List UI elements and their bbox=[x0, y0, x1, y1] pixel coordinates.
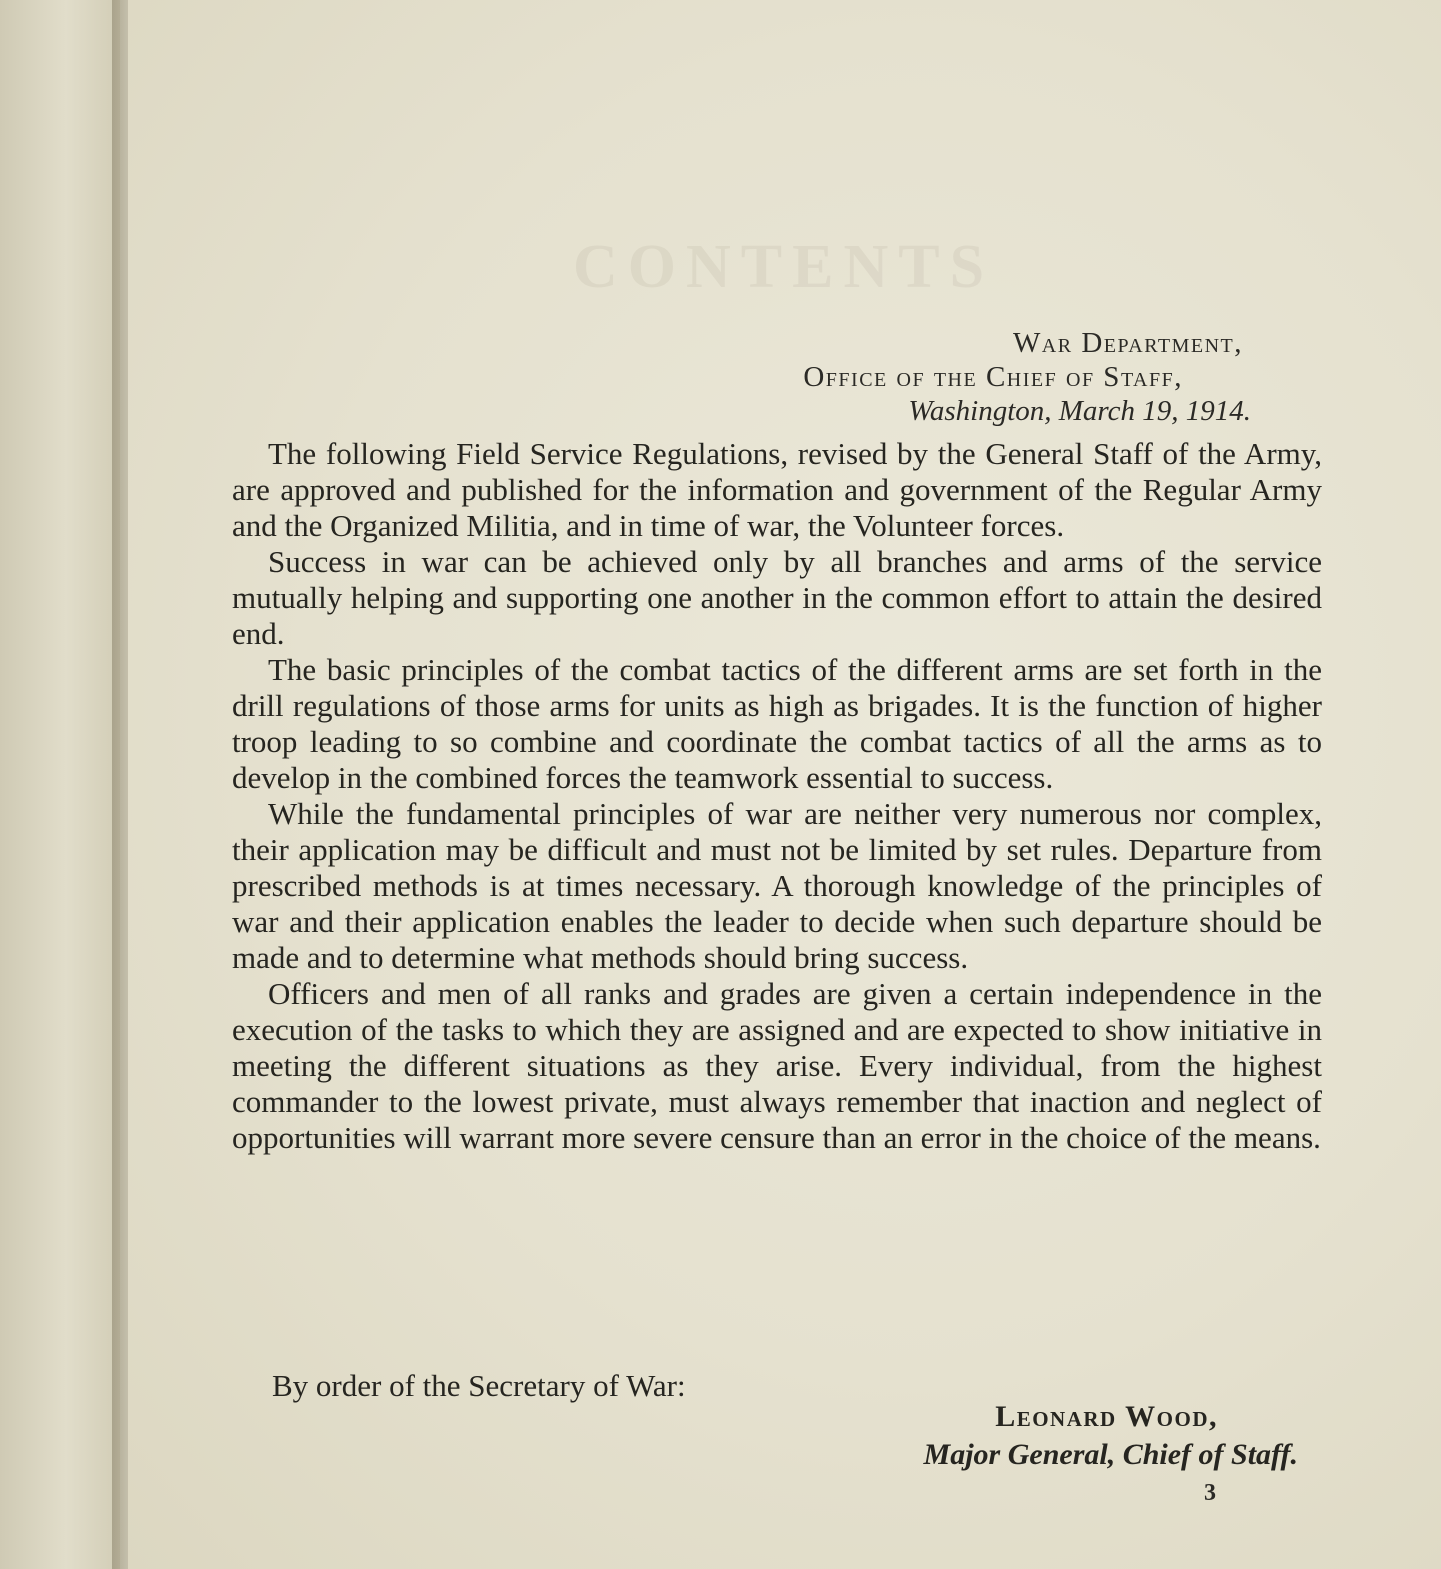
book-page bbox=[128, 0, 1441, 1569]
letter-header bbox=[128, 326, 1251, 428]
closing-line: By order of the Secretary of War: bbox=[272, 1368, 686, 1403]
page-number: 3 bbox=[1204, 1480, 1216, 1506]
signature-block bbox=[128, 1398, 1298, 1474]
paragraph-4: While the fundamental principles of war are neither very numerous nor complex, their application may be difficult and must not be limited by set rules. Departure from prescribed methods is at times necessary. A thorough knowledge of the principles of war and their application enables the leader to decide when such departure should be made and to determine what methods should bring success. bbox=[232, 796, 1322, 975]
paragraph-1: The following Field Service Regulations, revised by the General Staff of the Army, are approved and published for the information and government of the Regular Army and the Organized Militia, and in time of war, the Volunteer forces. bbox=[232, 436, 1322, 543]
place-date-line: Washington, March 19, 1914. bbox=[908, 395, 1251, 427]
office-line: Office of the Chief of Staff, bbox=[803, 361, 1183, 393]
letter-body bbox=[232, 436, 1322, 1156]
facing-page-edge bbox=[0, 0, 120, 1569]
show-through-text: CONTENTS bbox=[573, 233, 995, 301]
signatory-title: Major General, Chief of Staff. bbox=[923, 1438, 1298, 1471]
paragraph-3: The basic principles of the combat tactics of the different arms are set forth in the drill regulations of those arms for units as high as brigades. It is the function of higher troop leading to so combine and coordinate the combat tactics of all the arms as to develop in the combined forces the teamwork essential to success. bbox=[232, 652, 1322, 795]
paragraph-5: Officers and men of all ranks and grades are given a certain independence in the execution of the tasks to which they are assigned and are expected to show initiative in meeting the different situations as they arise. Every individual, from the highest commander to the lowest private, must always remember that inaction and neglect of opportunities will warrant more severe censure than an error in the choice of the means. bbox=[232, 976, 1322, 1155]
signatory-name: Leonard Wood, bbox=[995, 1400, 1218, 1433]
paragraph-2: Success in war can be achieved only by all branches and arms of the service mutually helping and supporting one another in the common effort to attain the desired end. bbox=[232, 544, 1322, 651]
department-line: War Department, bbox=[1012, 327, 1243, 359]
